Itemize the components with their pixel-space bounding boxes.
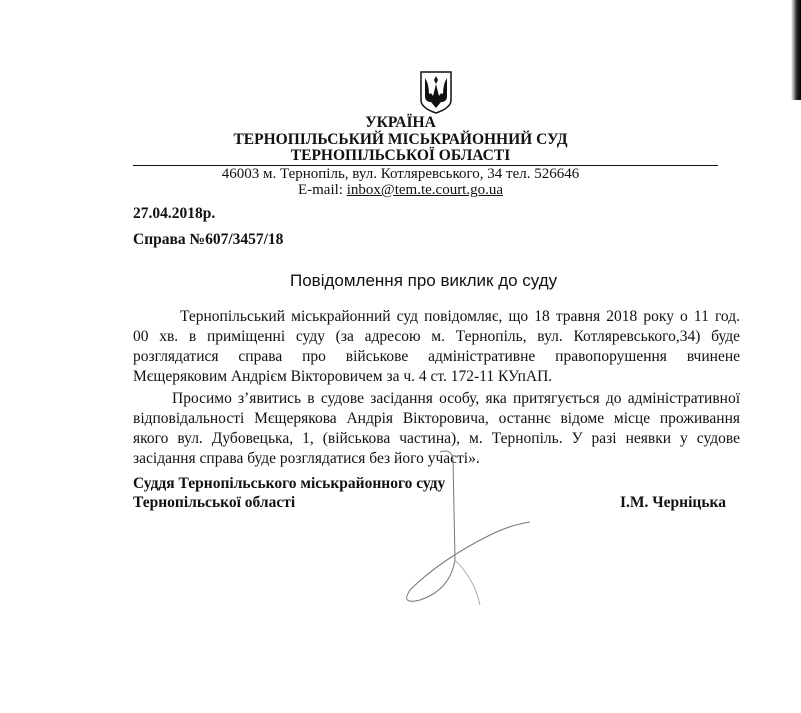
text-line: засідання справа буде розглядатися без його участі». [133, 450, 480, 467]
trident-icon [419, 70, 453, 114]
text-line: Мєщеряковим Андрієм Вікторовичем за ч. 4 ст. 172-11 КУпАП. [133, 368, 553, 385]
court-region: ТЕРНОПІЛЬСЬКОЇ ОБЛАСТІ [290, 147, 511, 164]
email-link[interactable]: inbox@tem.te.court.go.ua [346, 182, 504, 198]
text-line: Тернопільський міськрайонний суд повідомляє, що 18 травня 2018 року о 11 год. [180, 308, 740, 325]
text-line: відповідальності Мєщерякова Андрія Вікторовича, останнє відоме місце проживання [133, 410, 740, 427]
scan-edge-shadow [791, 0, 801, 100]
court-address: 46003 м. Тернопіль, вул. Котляревського, 34 тел. 526646 [221, 166, 580, 182]
email-label: E-mail: [297, 182, 347, 198]
judge-region: Тернопільської області [133, 494, 296, 511]
document-date: 27.04.2018р. [133, 205, 216, 222]
case-number: Справа №607/3457/18 [133, 231, 284, 248]
judge-position: Суддя Тернопільського міськрайонного суду [133, 475, 446, 492]
judge-name: І.М. Черніцька [620, 494, 726, 511]
text-line: розглядатися справа про військове адміністративне правопорушення вчинене [133, 348, 740, 365]
text-line: Просимо з’явитись в судове засідання особу, яка притягується до адміністративної [172, 390, 740, 407]
country-name: УКРАЇНА [365, 114, 436, 131]
text-line: якого вул. Дубовецька, 1, (військова частина), м. Тернопіль. У разі неявки у судове [133, 430, 740, 447]
text-line: 00 хв. в приміщенні суду (за адресою м. Тернопіль, вул. Котляревського,34) буде [133, 328, 740, 345]
document-title: Повідомлення про виклик до суду [290, 271, 558, 290]
court-name: ТЕРНОПІЛЬСЬКИЙ МІСЬКРАЙОННИЙ СУД [233, 131, 568, 148]
court-email-line [0, 182, 801, 199]
handwritten-signature [380, 440, 540, 610]
